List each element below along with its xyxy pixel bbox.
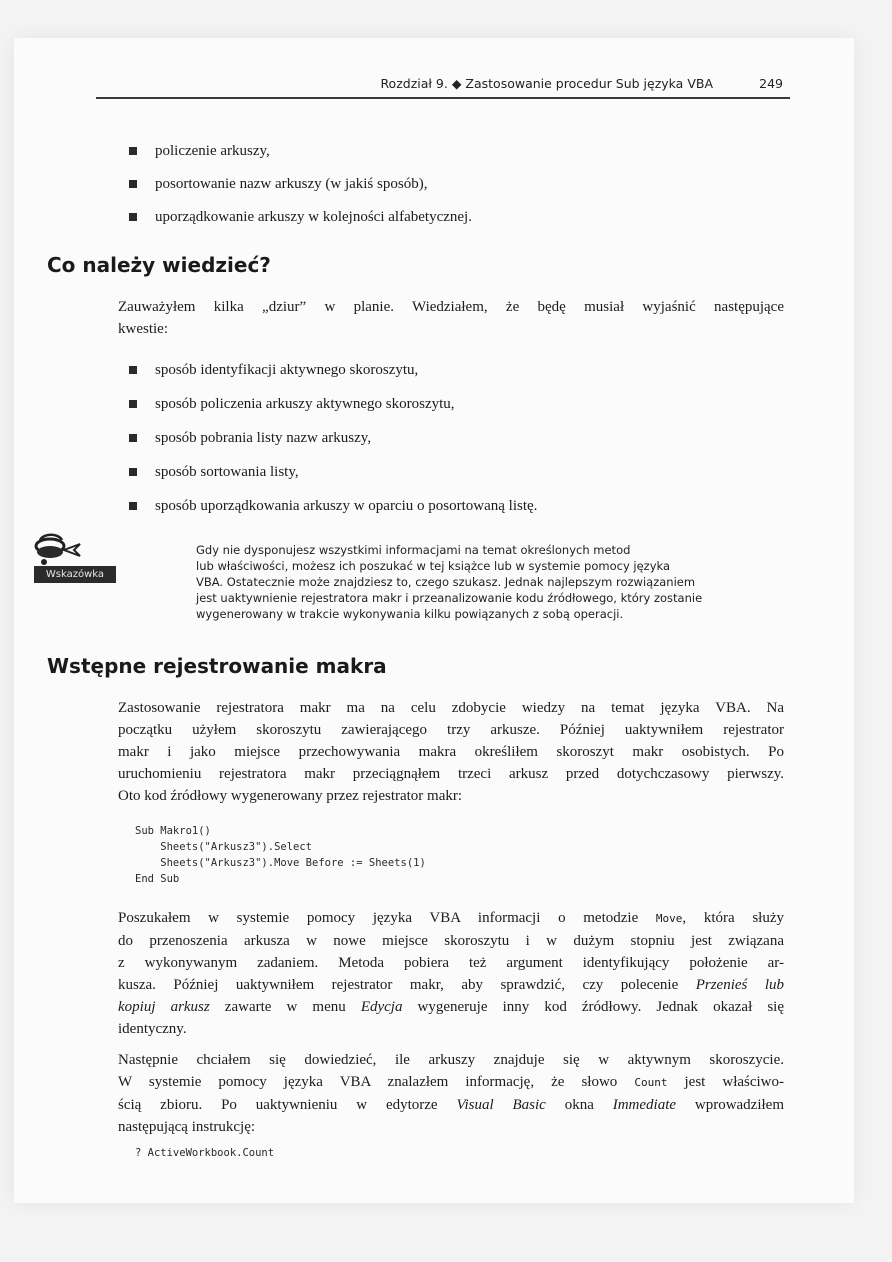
list-item: policzenie arkuszy, xyxy=(155,141,270,161)
bullet-square-icon xyxy=(129,213,137,221)
list-item: posortowanie nazw arkuszy (w jakiś sposób), xyxy=(155,174,427,194)
bullet-square-icon xyxy=(129,147,137,155)
tip-label: Wskazówka xyxy=(34,566,116,583)
section-heading: Wstępne rejestrowanie makra xyxy=(47,654,387,678)
magnifier-hand-icon xyxy=(34,530,116,570)
paragraph: Zastosowanie rejestratora makr ma na celu zdobycie wiedzy na temat języka VBA. Na początku użyłem skoroszytu zawierającego trzy arkusze. Później uaktywniłem rejestrator makr i jako miejsce przechowywania makra określiłem skoroszyt makr osobistych. Po uruchomieniu rejestratora makr przeciągnąłem trzeci arkusz przed dotychczasowy pierwszy. Oto kod źródłowy wygenerowany przez rejestrator makr: xyxy=(118,700,784,804)
list-item: sposób uporządkowania arkuszy w oparciu o posortowaną listę. xyxy=(155,496,537,516)
code-listing: ? ActiveWorkbook.Count xyxy=(135,1147,275,1159)
bullet-square-icon xyxy=(129,400,137,408)
tip-note: Gdy nie dysponujesz wszystkimi informacjami na temat określonych metod lub właściwości, możesz ich poszukać w tej książce lub w systemie pomocy języka VBA. Ostatecznie może znajdziesz to, czego szukasz. Jednak najlepszym rozwiązaniem jest uaktywnienie rejestratora makr i przeanalizowanie kodu źródłowego, który zostanie wygenerowany w trakcie wykonywania kilku powiązanych z sobą operacji. xyxy=(196,543,703,621)
section-heading: Co należy wiedzieć? xyxy=(47,253,271,277)
bullet-square-icon xyxy=(129,180,137,188)
bullet-square-icon xyxy=(129,434,137,442)
bullet-square-icon xyxy=(129,366,137,374)
tip-icon-block xyxy=(34,530,116,588)
page-number: 249 xyxy=(759,76,783,91)
bullet-square-icon xyxy=(129,502,137,510)
list-item: sposób identyfikacji aktywnego skoroszytu, xyxy=(155,360,418,380)
list-item: sposób pobrania listy nazw arkuszy, xyxy=(155,428,371,448)
paragraph: Następnie chciałem się dowiedzieć, ile arkuszy znajduje się w aktywnym skoroszycie. W systemie pomocy języka VBA znalazłem informację, że słowo Count jest właściwo- ścią zbioru. Po uaktywnieniu w edytorze Visual Basic okna Immediate wprowadziłem następującą instrukcję: xyxy=(118,1052,785,1135)
inline-code: Move xyxy=(655,912,683,925)
code-listing: Sub Makro1() Sheets("Arkusz3").Select Sheets("Arkusz3").Move Before := Sheets(1) End Sub xyxy=(135,825,426,885)
list-item: sposób sortowania listy, xyxy=(155,462,299,482)
inline-code: Count xyxy=(634,1076,668,1089)
list-item: sposób policzenia arkuszy aktywnego skoroszytu, xyxy=(155,394,455,414)
bullet-square-icon xyxy=(129,468,137,476)
paragraph: Poszukałem w systemie pomocy języka VBA informacji o metodzie Move, która służy do przenoszenia arkusza w nowe miejsce skoroszytu i w dużym stopniu jest związana z wykonywanym zadaniem. Metoda pobiera też argument identyfikujący położenie ar- kusza. Później uaktywniłem rejestrator makr, aby sprawdzić, czy polecenie Przenieś lub kopiuj arkusz zawarte w menu Edycja wygeneruje inny kod źródłowy. Jednak okazał się identyczny. xyxy=(118,910,784,1037)
chapter-title: Rozdział 9. ◆ Zastosowanie procedur Sub języka VBA xyxy=(380,76,713,91)
intro-paragraph: Zauważyłem kilka „dziur” w planie. Wiedziałem, że będę musiał wyjaśnić następujące kwestie: xyxy=(118,299,784,337)
header-rule xyxy=(96,97,790,99)
list-item: uporządkowanie arkuszy w kolejności alfabetycznej. xyxy=(155,207,472,227)
